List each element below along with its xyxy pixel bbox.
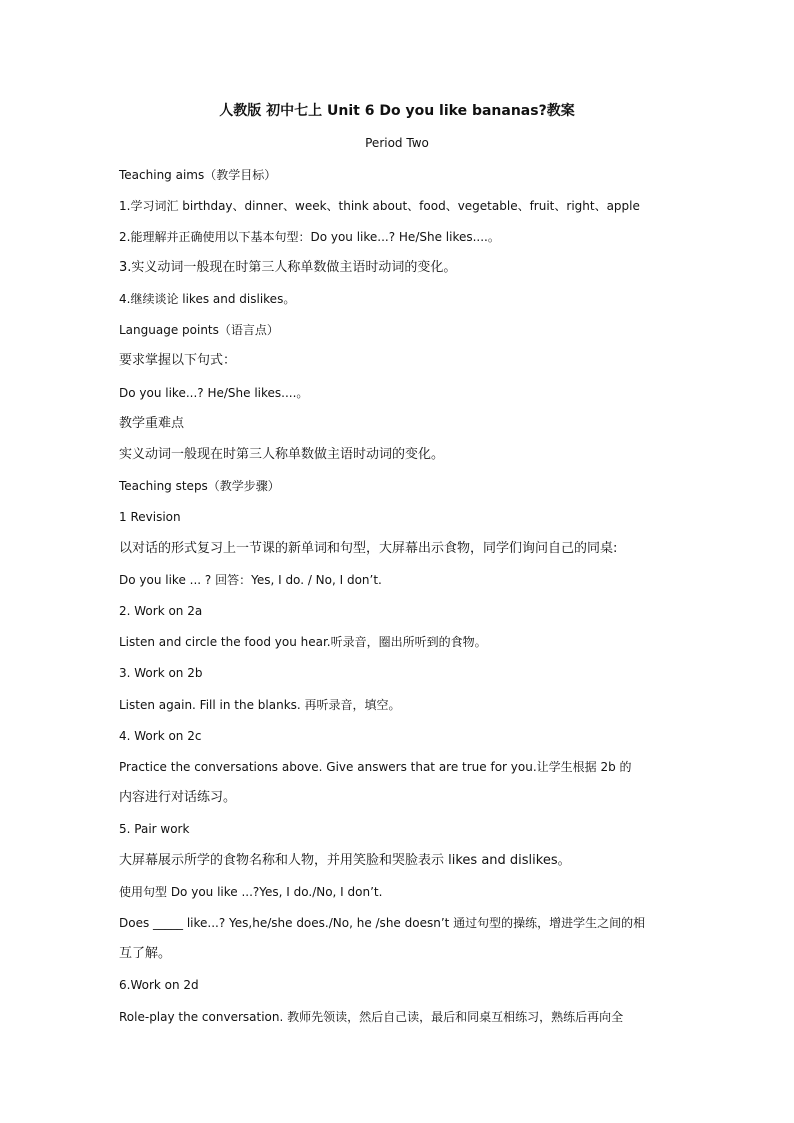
- step-heading-2a: 2. Work on 2a: [119, 604, 203, 618]
- step-heading-pair-work: 5. Pair work: [119, 822, 190, 836]
- step-heading-2b: 3. Work on 2b: [119, 666, 203, 680]
- step-text-pair-work-continued: 互了解。: [119, 946, 172, 961]
- step-text-2c: Practice the conversations above. Give answers that are true for you.让学生根据 2b 的: [119, 760, 632, 774]
- aim-item-3: 3.实义动词一般现在时第三人称单数做主语时动词的变化。: [119, 260, 457, 275]
- section-heading-language-points: Language points（语言点）: [119, 323, 279, 337]
- step-heading-2c: 4. Work on 2c: [119, 729, 202, 743]
- document-subtitle: Period Two: [365, 136, 429, 150]
- aim-item-4: 4.继续谈论 likes and dislikes。: [119, 292, 296, 306]
- step-text-revision-dialogue: Do you like ... ? 回答：Yes, I do. / No, I don’t.: [119, 573, 382, 587]
- step-text-pair-work-does: Does _____ like...? Yes,he/she does./No, he /she doesn’t 通过句型的操练，增进学生之间的相: [119, 916, 646, 930]
- section-heading-teaching-steps: Teaching steps（教学步骤）: [119, 479, 280, 493]
- section-heading-teaching-aims: Teaching aims（教学目标）: [119, 168, 277, 182]
- language-points-sentence: Do you like...? He/She likes....。: [119, 386, 309, 400]
- step-text-2d: Role-play the conversation. 教师先领读，然后自己读，最后和同桌互相练习，熟练后再向全: [119, 1010, 624, 1024]
- document-title: 人教版 初中七上 Unit 6 Do you like bananas?教案: [219, 103, 575, 119]
- aim-item-1: 1.学习词汇 birthday、dinner、week、think about、food、vegetable、fruit、right、apple: [119, 199, 640, 213]
- step-text-2a: Listen and circle the food you hear.听录音，圈出所听到的食物。: [119, 635, 487, 649]
- step-text-pair-work-pattern: 使用句型 Do you like ...?Yes, I do./No, I don’t.: [119, 885, 383, 899]
- key-points-text: 实义动词一般现在时第三人称单数做主语时动词的变化。: [119, 447, 445, 462]
- step-heading-revision: 1 Revision: [119, 510, 181, 524]
- step-text-revision: 以对话的形式复习上一节课的新单词和句型，大屏幕出示食物，同学们询问自己的同桌:: [119, 541, 618, 556]
- step-text-2b: Listen again. Fill in the blanks. 再听录音，填空。: [119, 698, 401, 712]
- step-text-2c-continued: 内容进行对话练习。: [119, 790, 237, 805]
- language-points-intro: 要求掌握以下句式：: [119, 353, 237, 368]
- step-heading-2d: 6.Work on 2d: [119, 978, 199, 992]
- step-text-pair-work: 大屏幕展示所学的食物名称和人物，并用笑脸和哭脸表示 likes and dislikes。: [119, 853, 571, 868]
- section-heading-key-points: 教学重难点: [119, 416, 185, 431]
- aim-item-2: 2.能理解并正确使用以下基本句型：Do you like...? He/She likes....。: [119, 230, 500, 244]
